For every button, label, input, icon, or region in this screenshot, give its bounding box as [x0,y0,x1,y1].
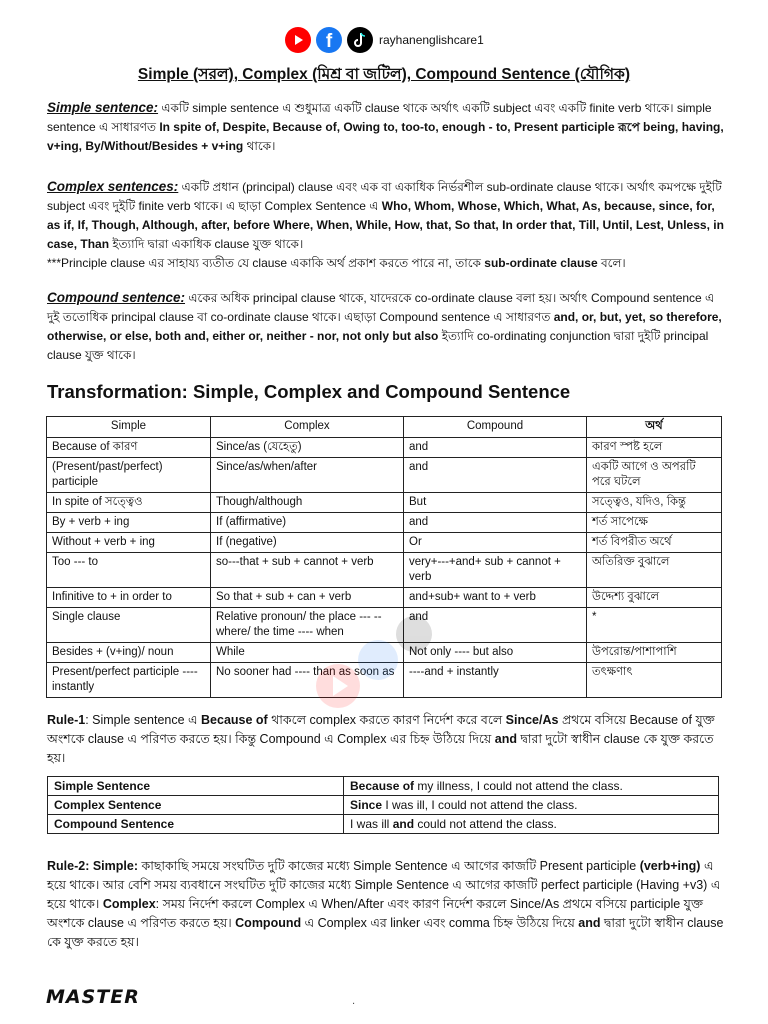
social-icons [284,26,374,54]
rule-1-text-b: থাকলে complex করতে কারণ নির্দেশ করে বলে [267,713,506,727]
cell-complex: Though/although [211,493,404,513]
complex-sentence-paragraph [47,177,727,273]
cell-simple: Infinitive to + in order to [47,588,211,608]
table-header-row [47,417,722,438]
cell-complex: Since/as (যেহেতু) [211,438,404,458]
complex-text-b: ইত্যাদি দ্বারা একাধিক clause যুক্ত থাকে। [109,237,304,251]
table-row [47,643,722,663]
table-row [47,553,722,588]
cell-simple: Besides + (v+ing)/ noun [47,643,211,663]
example-row [48,777,719,796]
cell-compound: and [404,438,587,458]
tiktok-icon[interactable] [346,26,374,54]
cell-compound: and [404,458,587,493]
example-sentence [344,777,719,796]
compound-text-a: একের অধিক principal clause থাকে, যাদেরকে co-ordinate clause বলা হয়। অর্থাৎ Compound sentence এ দুই ততোধিক principal clause বা co-ordinate clause থাকে। এছাড়া Compound sentence এ সাধারণত [47,291,715,324]
table-row [47,663,722,698]
transformation-title: Transformation: Simple, Complex and Compound Sentence [47,381,571,402]
example-row [48,796,719,815]
cell-simple: Single clause [47,608,211,643]
simple-sentence-paragraph [47,98,727,156]
example-bold: Since [350,798,383,812]
rule-2-bold-d: and [578,916,601,930]
cell-meaning: শর্ত সাপেক্ষে [587,513,722,533]
table-row [47,513,722,533]
rule-1-text-d: দ্বারা দুটো স্বাধীন clause কে যুক্ত করতে হয়। [47,732,714,765]
cell-compound: ----and + instantly [404,663,587,698]
header-complex: Complex [211,417,404,438]
example-post: my illness, I could not attend the class. [414,779,623,793]
header-compound: Compound [404,417,587,438]
simple-text-b: থাকে। [243,139,276,153]
simple-bold-a: In spite of, Despite, Because of, Owing to, too-to, enough - to, Present participle রূপে being, having, v+ing, By/Without/Besides + v+ing [47,120,724,153]
cell-compound: and+sub+ want to + verb [404,588,587,608]
header-simple: Simple [47,417,211,438]
rule-1-paragraph [47,711,727,768]
example-label: Simple Sentence [48,777,344,796]
master-footer-label: MASTER [46,986,140,1008]
cell-complex: so---that + sub + cannot + verb [211,553,404,588]
cell-compound: But [404,493,587,513]
cell-complex: If (affirmative) [211,513,404,533]
rule-1-text-c: প্রথমে বসিয়ে Because of যুক্ত অংশকে clause এ পরিণত করতে হয়। কিন্তু Compound এ Complex এর চিহ্ন উঠিয়ে দিয়ে [47,713,715,746]
rule-2-bold-a: (verb+ing) [639,859,701,873]
cell-meaning: সত্ত্বেও, যদিও, কিন্তু [587,493,722,513]
example-sentence [344,815,719,834]
cell-complex: No sooner had ---- than as soon as [211,663,404,698]
cell-meaning: * [587,608,722,643]
cell-meaning: একটি আগে ও অপরটি পরে ঘটলে [587,458,722,493]
table-row [47,458,722,493]
cell-simple: In spite of সত্ত্বেও [47,493,211,513]
svg-text:f: f [325,31,333,52]
complex-text-a: একটি প্রধান (principal) clause এবং এক বা একাধিক নির্ভরশীল sub-ordinate clause থাকে। অর্থাৎ কমপক্ষে দুইটি subject এবং দুইটি finite verb থাকে। এ ছাড়া Complex Sentence এ [47,180,722,213]
table-row [47,493,722,513]
cell-complex: So that + sub + can + verb [211,588,404,608]
example-post: I was ill, I could not attend the class. [382,798,578,812]
rule-1-label: Rule-1 [47,713,86,727]
compound-sentence-heading: Compound sentence: [47,290,186,305]
cell-compound: and [404,513,587,533]
cell-meaning: উদ্দেশ্য বুঝালে [587,588,722,608]
rule-2-text-e: দ্বারা দুটো স্বাধীন clause কে যুক্ত করতে হয়। [47,916,724,949]
cell-meaning: তৎক্ষণাৎ [587,663,722,698]
cell-simple: Present/perfect participle ----instantly [47,663,211,698]
rule-1-example-table [47,776,719,834]
compound-text-b: ইত্যাদি co-ordinating conjunction দ্বারা দুইটি principal clause যুক্ত থাকে। [47,329,709,362]
simple-sentence-heading: Simple sentence: [47,100,159,115]
rule-2-text-a: কাছাকাছি সময়ে সংঘটিত দুটি কাজের মধ্যে Simple Sentence এ আগের কাজটি Present participle [138,859,640,873]
table-row [47,438,722,458]
cell-complex: If (negative) [211,533,404,553]
table-row [47,533,722,553]
header-meaning: অর্থ [587,417,722,438]
youtube-icon[interactable] [284,26,312,54]
example-label: Compound Sentence [48,815,344,834]
complex-bold-a: Who, Whom, Whose, Which, What, As, because, since, for, as if, If, Though, Although, after, before Where, When, While, How, that, So that, In order that, Till, Until, Lest, Unless, in case, Than [47,199,724,251]
rule-2-bold-c: Compound [235,916,302,930]
example-pre: I was ill [350,817,393,831]
facebook-icon[interactable] [315,26,343,54]
simple-text-a: একটি simple sentence এ শুধুমাত্র একটি clause থাকে অর্থাৎ একটি subject এবং একটি finite verb থাকে। simple sentence এ সাধারণত [47,101,712,134]
rule-2-bold-b: Complex [102,897,156,911]
cell-meaning: কারণ স্পষ্ট হলে [587,438,722,458]
rule-2-text-d: এ Complex এর linker এবং comma চিহ্ন উঠিয়ে দিয়ে [301,916,579,930]
cell-complex: Since/as/when/after [211,458,404,493]
rule-2-text-c: : সময় নির্দেশ করলে Complex এ When/After এবং কারণ নির্দেশ করলে Since/As প্রথমে বসিয়ে participle যুক্ত অংশকে clause এ পরিণত করতে হয়। [47,897,704,930]
cell-simple: Without + verb + ing [47,533,211,553]
rule-2-paragraph [47,857,727,952]
rule-1-bold-c: and [494,732,517,746]
cell-meaning: উপরোন্ত/পাশাপাশি [587,643,722,663]
cell-simple: (Present/past/perfect) participle [47,458,211,493]
example-bold: Because of [350,779,415,793]
table-row [47,608,722,643]
rule-2-label: Rule-2: Simple: [47,859,138,873]
cell-complex: Relative pronoun/ the place --- -- where/ the time ---- when [211,608,404,643]
footer-dot: . [352,996,356,1007]
example-bold: and [392,817,415,831]
cell-compound: Or [404,533,587,553]
cell-simple: Because of কারণ [47,438,211,458]
cell-simple: By + verb + ing [47,513,211,533]
cell-compound: and [404,608,587,643]
cell-complex: While [211,643,404,663]
example-row [48,815,719,834]
cell-simple: Too --- to [47,553,211,588]
channel-handle[interactable]: rayhanenglishcare1 [379,33,484,47]
cell-meaning: অতিরিক্ত বুঝালে [587,553,722,588]
header [0,26,768,54]
rule-1-bold-b: Since/As [505,713,559,727]
compound-bold-a: and, or, but, yet, so therefore, otherwise, or else, both and, either or, neither - nor, not only but also [47,310,722,343]
table-row [47,588,722,608]
complex-sentence-heading: Complex sentences: [47,179,179,194]
complex-note-b: বলে। [597,256,626,270]
page-title: Simple (সরল), Complex (মিশ্র বা জটিল), Compound Sentence (যৌগিক) [137,66,631,83]
cell-compound: very+---+and+ sub + cannot + verb [404,553,587,588]
example-label: Complex Sentence [48,796,344,815]
cell-meaning: শর্ত বিপরীত অর্থে [587,533,722,553]
example-post: could not attend the class. [414,817,557,831]
rule-2-text-b: এ হয়ে থাকে। আর বেশি সময় ব্যবধানে সংঘটিত দুটি কাজের মধ্যে Simple Sentence এ আগের কাজটি perfect participle (Having +v3) এ হয়ে থাকে। [47,859,721,911]
example-sentence [344,796,719,815]
transformation-table [46,416,722,698]
rule-1-bold-a: Because of [201,713,268,727]
rule-1-text-a: : Simple sentence এ [85,713,202,727]
complex-note-a: ***Principle clause এর সাহায্য ব্যতীত যে clause একাকি অর্থ প্রকাশ করতে পারে না, তাকে [47,256,485,270]
compound-sentence-paragraph [47,288,727,365]
complex-note-bold: sub-ordinate clause [484,256,598,270]
cell-compound: Not only ---- but also [404,643,587,663]
